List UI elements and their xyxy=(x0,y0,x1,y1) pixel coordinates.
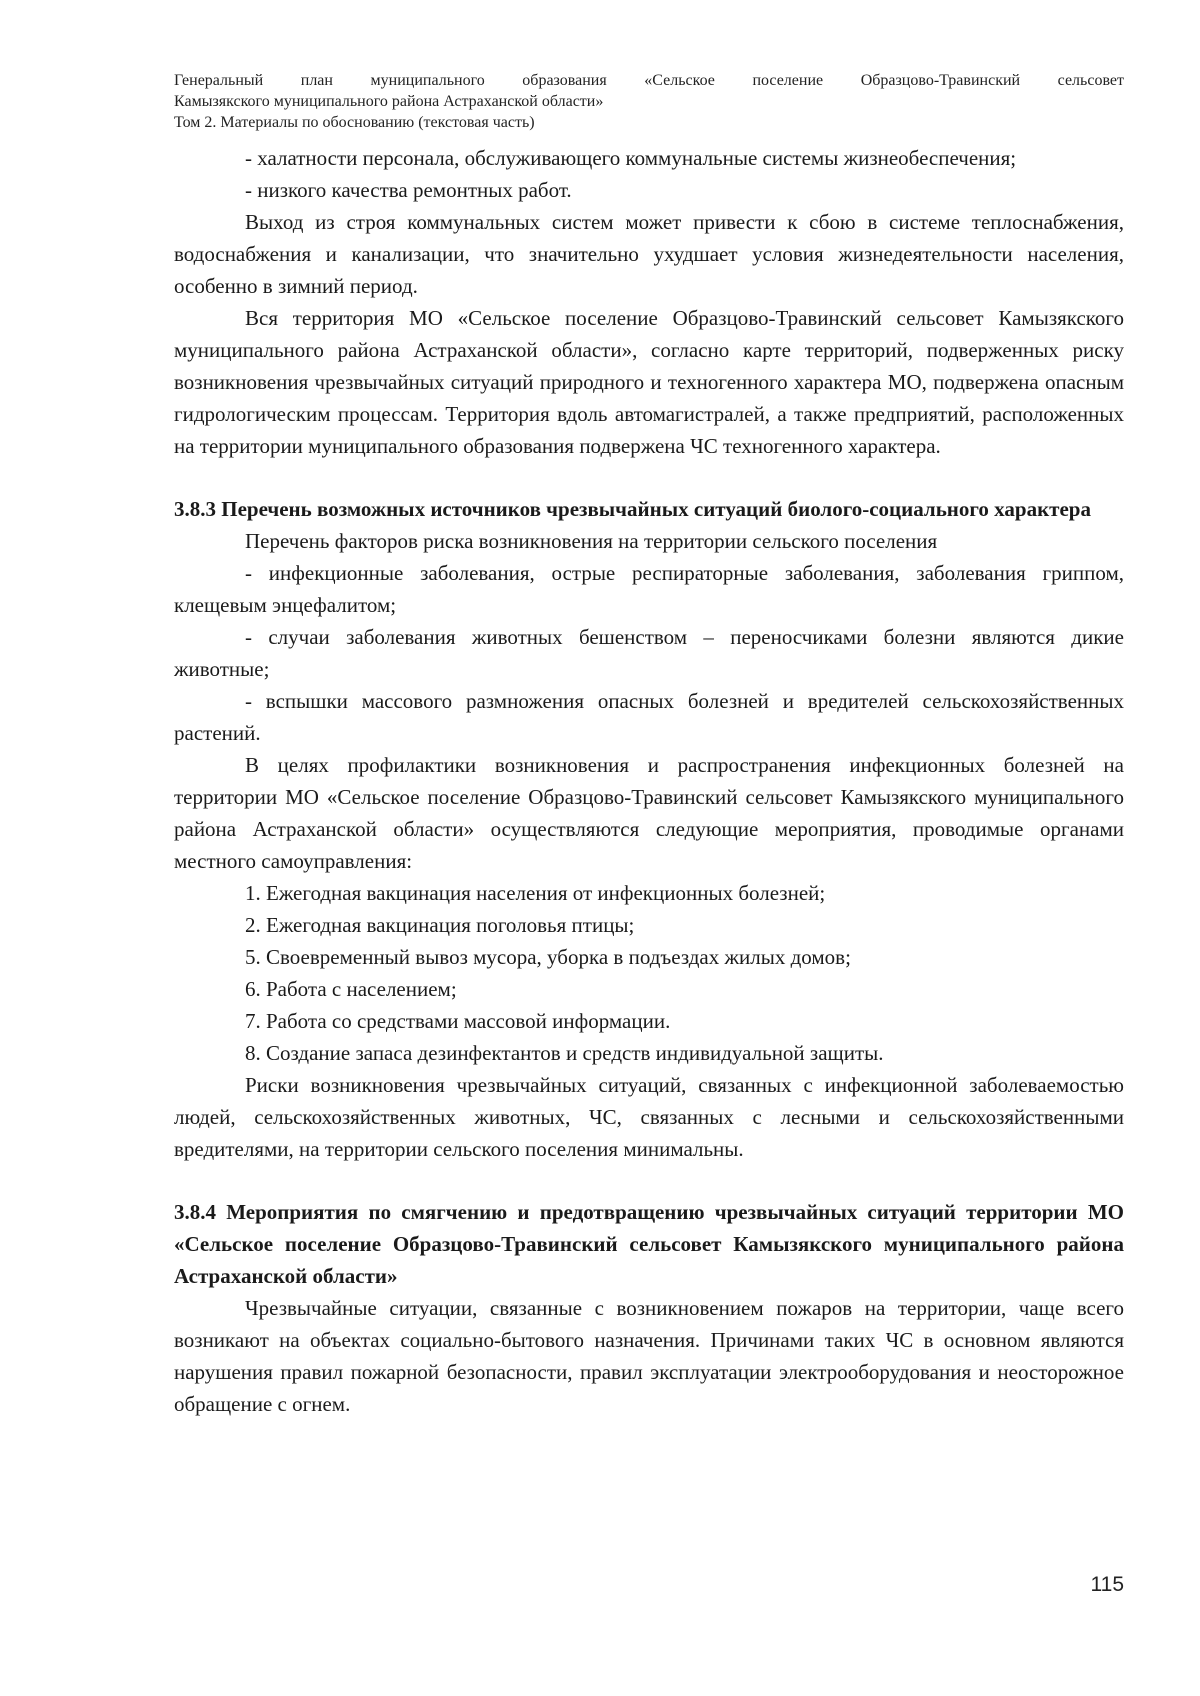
paragraph-infections: - инфекционные заболевания, острые респираторные заболевания, заболевания гриппом, клещевым энцефалитом; xyxy=(174,561,1124,617)
paragraph-repair-quality: - низкого качества ремонтных работ. xyxy=(245,178,572,202)
section-heading-3-8-3: 3.8.3 Перечень возможных источников чрезвычайных ситуаций биолого-социального характера xyxy=(174,497,1091,521)
list-item: 2. Ежегодная вакцинация поголовья птицы; xyxy=(245,913,635,937)
header-line-2: Камызякского муниципального района Астраханской области» xyxy=(174,93,604,110)
header-line-3: Том 2. Материалы по обоснованию (текстовая часть) xyxy=(174,114,535,131)
section-heading-3-8-4: 3.8.4 Мероприятия по смягчению и предотвращению чрезвычайных ситуаций территории МО «Сельское поселение Образцово-Травинский сельсовет Камызякского муниципального района Астраханской области» xyxy=(174,1200,1124,1288)
paragraph-pests: - вспышки массового размножения опасных болезней и вредителей сельскохозяйственных растений. xyxy=(174,689,1124,745)
paragraph-negligence: - халатности персонала, обслуживающего коммунальные системы жизнеобеспечения; xyxy=(245,146,1017,170)
paragraph-risk-factors-intro: Перечень факторов риска возникновения на территории сельского поселения xyxy=(245,529,938,553)
running-header xyxy=(174,70,1124,133)
header-line-1: Генеральный план муниципального образования «Сельское поселение Образцово-Травинский сельсовет xyxy=(174,72,1124,89)
list-item: 5. Своевременный вывоз мусора, уборка в подъездах жилых домов; xyxy=(245,945,851,969)
spacer xyxy=(174,1165,1124,1196)
list-item: 8. Создание запаса дезинфектантов и средств индивидуальной защиты. xyxy=(245,1041,884,1065)
document-body xyxy=(174,142,1124,1420)
list-item: 1. Ежегодная вакцинация населения от инфекционных болезней; xyxy=(245,881,826,905)
paragraph-prevention-measures: В целях профилактики возникновения и распространения инфекционных болезней на территории МО «Сельское поселение Образцово-Травинский сельсовет Камызякского муниципального района Астраханской области» осуществляются следующие мероприятия, проводимые органами местного самоуправления: xyxy=(174,753,1124,873)
spacer xyxy=(174,462,1124,493)
paragraph-utility-failure: Выход из строя коммунальных систем может привести к сбою в системе теплоснабжения, водоснабжения и канализации, что значительно ухудшает условия жизнедеятельности населения, особенно в зимний период. xyxy=(174,210,1124,298)
list-item: 6. Работа с населением; xyxy=(245,977,457,1001)
page-number: 115 xyxy=(1090,1573,1124,1596)
paragraph-risk-minimal: Риски возникновения чрезвычайных ситуаций, связанных с инфекционной заболеваемостью людей, сельскохозяйственных животных, ЧС, связанных с лесными и сельскохозяйственными вредителями, на территории сельского поселения минимальны. xyxy=(174,1073,1124,1161)
paragraph-rabies: - случаи заболевания животных бешенством – переносчиками болезни являются дикие животные; xyxy=(174,625,1124,681)
paragraph-fires: Чрезвычайные ситуации, связанные с возникновением пожаров на территории, чаще всего возникают на объектах социально-бытового назначения. Причинами таких ЧС в основном являются нарушения правил пожарной безопасности, правил эксплуатации электрооборудования и неосторожное обращение с огнем. xyxy=(174,1296,1124,1416)
paragraph-territory-risk: Вся территория МО «Сельское поселение Образцово-Травинский сельсовет Камызякского муниципального района Астраханской области», согласно карте территорий, подверженных риску возникновения чрезвычайных ситуаций природного и техногенного характера МО, подвержена опасным гидрологическим процессам. Территория вдоль автомагистралей, а также предприятий, расположенных на территории муниципального образования подвержена ЧС техногенного характера. xyxy=(174,306,1124,458)
list-item: 7. Работа со средствами массовой информации. xyxy=(245,1009,671,1033)
